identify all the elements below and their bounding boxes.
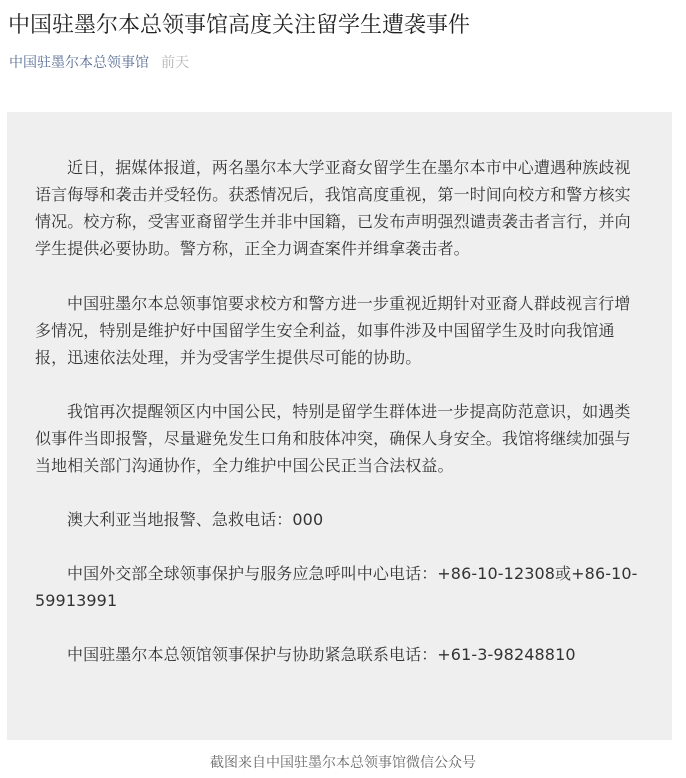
mfa-hotline: 中国外交部全球领事保护与服务应急呼叫中心电话：+86-10-12308或+86-10-59913991 [35,564,638,610]
paragraph-requirement: 中国驻墨尔本总领事馆要求校方和警方进一步重视近期针对亚裔人群歧视言行增多情况，特别是维护好中国留学生安全利益，如事件涉及中国留学生及时向我馆通报，迅速依法处理，并为受害学生提供尽可能的协助。 [35,294,631,367]
paragraph-incident: 近日，据媒体报道，两名墨尔本大学亚裔女留学生在墨尔本市中心遭遇种族歧视语言侮辱和袭击并受轻伤。获悉情况后，我馆高度重视，第一时间向校方和警方核实情况。校方称，受害亚裔留学生并非中国籍，已发布声明强烈谴责袭击者言行，并向学生提供必要协助。警方称，正全力调查案件并缉拿袭击者。 [35,158,631,258]
article-meta [9,54,189,72]
screenshot-content-panel [7,112,672,740]
publish-time: 前天 [161,55,189,71]
paragraph-reminder: 我馆再次提醒领区内中国公民，特别是留学生群体进一步提高防范意识，如遇类似事件当即报警，尽量避免发生口角和肢体冲突，确保人身安全。我馆将继续加强与当地相关部门沟通协作，全力维护中国公民正当合法权益。 [35,402,631,475]
emergency-phone: 澳大利亚当地报警、急救电话：000 [67,510,324,529]
account-name-link[interactable]: 中国驻墨尔本总领事馆 [9,55,149,71]
image-caption: 截图来自中国驻墨尔本总领事馆微信公众号 [210,755,476,771]
consulate-hotline: 中国驻墨尔本总领馆领事保护与协助紧急联系电话：+61-3-98248810 [67,645,576,664]
article-title: 中国驻墨尔本总领事馆高度关注留学生遭袭事件 [8,13,471,38]
